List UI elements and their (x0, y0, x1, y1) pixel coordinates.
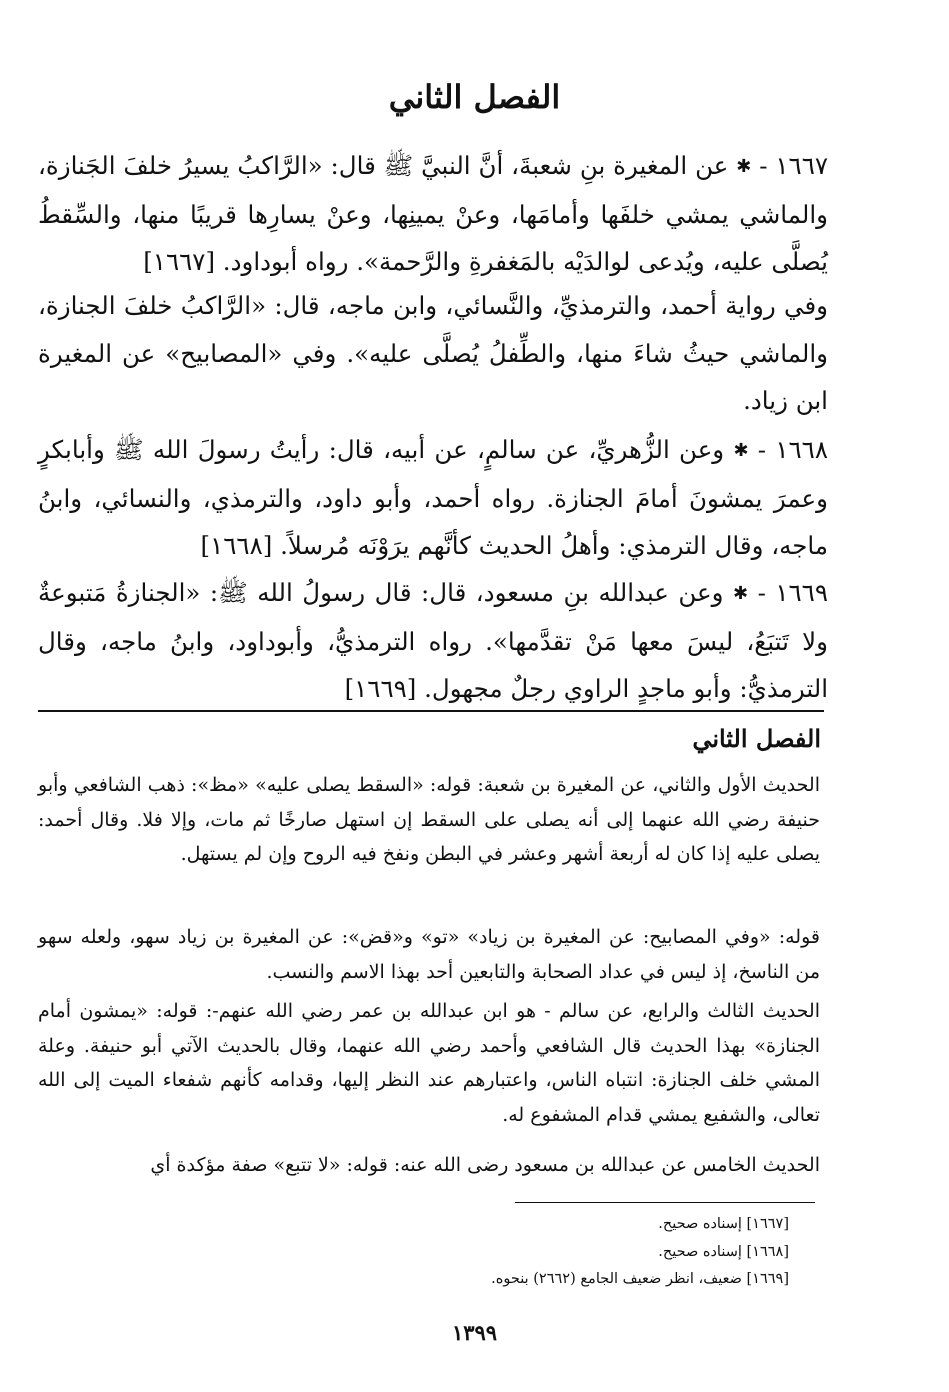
commentary-title: الفصل الثاني (692, 724, 821, 753)
section-title: الفصل الثاني (388, 78, 561, 116)
footnote-text: إسناده صحيح. (658, 1244, 742, 1260)
hadith-number: ١٦٦٩ (775, 578, 828, 607)
commentary-paragraph: الحديث الخامس عن عبدالله بن مسعود رضى الله عنه: قوله: «لا تتبع» صفة مؤكدة أي (150, 1154, 820, 1176)
hadith-ref: [١٦٦٧] (143, 247, 215, 276)
section-divider (38, 710, 824, 712)
footnote-ref: [١٦٦٩] (746, 1271, 789, 1287)
footnote-ref: [١٦٦٧] (746, 1216, 789, 1232)
footnote (89, 1240, 789, 1264)
hadith-1668: ١٦٦٨ - ✱ وعن الزُّهريِّ، عن سالمٍ، عن أبيه، قال: رأيتُ رسولَ الله ﷺ وأبابكرٍ وعمرَ يمشونَ أمامَ الجنازة. رواه أحمد، وأبو داود، والترمذي، والنسائي، وابنُ ماجه، وقال الترمذي: وأهلُ الحديث كأنَّهم يرَوْنَه مُرسلاً. [١٦٦٨] (38, 435, 828, 560)
hadith-text: وعن عبدالله بنِ مسعود، قال: قال رسولُ الله ﷺ: «الجنازةُ مَتبوعةٌ ولا تَتبَعُ، ليسَ معها مَنْ تقدَّمها». رواه الترمذيُّ، وأبوداود، وابنُ ماجه، وقال الترمذيُّ: وأبو ماجدٍ الراوي رجلٌ مجهول. (38, 578, 828, 703)
hadith-number: ١٦٦٧ (775, 151, 829, 180)
commentary-paragraph: الحديث الأول والثاني، عن المغيرة بن شعبة: قوله: «السقط يصلى عليه» «مظ»: ذهب الشافعي وأبو حنيفة رضي الله عنهما إلى أنه يصلى على السقط إن استهل صارخًا ثم مات، وإلا فلا. وقال أحمد: يصلى عليه إذا كان له أربعة أشهر وعشر في البطن ونفخ فيه الروح وإن لم يستهل. (38, 774, 820, 865)
footnote-text: إسناده صحيح. (658, 1216, 742, 1232)
footnote-divider (515, 1202, 815, 1203)
footnote-ref: [١٦٦٨] (746, 1244, 789, 1260)
footnote (89, 1267, 789, 1291)
footnote-text: ضعيف، انظر ضعيف الجامع (٢٦٦٢) بنحوه. (491, 1271, 742, 1287)
star-icon: ✱ (732, 583, 749, 604)
hadith-1669: ١٦٦٩ - ✱ وعن عبدالله بنِ مسعود، قال: قال رسولُ الله ﷺ: «الجنازةُ مَتبوعةٌ ولا تَتبَعُ، ليسَ معها مَنْ تقدَّمها». رواه الترمذيُّ، وأبوداود، وابنُ ماجه، وقال الترمذيُّ: وأبو ماجدٍ الراوي رجلٌ مجهول. [١٦٦٩] (38, 578, 828, 703)
hadith-variant-text: وفي رواية أحمد، والترمذيِّ، والنَّسائي، وابن ماجه، قال: «الرَّاكبُ خلفَ الجنازة، والماشي حيثُ شاءَ منها، والطِّفلُ يُصلَّى عليه». وفي «المصابيح» عن المغيرة ابن زياد. (38, 291, 828, 415)
hadith-1667-variant (38, 282, 828, 425)
page-number: ١٣٩٩ (451, 1320, 498, 1345)
hadith-text: عن المغيرة بنِ شعبةَ، أنَّ النبيَّ ﷺ قال: «الرَّاكبُ يسيرُ خلفَ الجَنازة، والماشي يمشي خلفَها وأمامَها، وعنْ يمينِها، وعنْ يسارِها قريبًا منها، والسِّقطُ يُصلَّى عليه، ويُدعى لوالدَيْه بالمَغفرةِ والرَّحمة». رواه أبوداود. (38, 151, 828, 276)
footnote (89, 1212, 789, 1236)
hadith-ref: [١٦٦٩] (344, 674, 417, 703)
star-icon: ✱ (733, 440, 749, 461)
hadith-ref: [١٦٦٨] (200, 531, 273, 560)
commentary-paragraph: الحديث الثالث والرابع، عن سالم - هو ابن عبدالله بن عمر رضي الله عنهم-: قوله: «يمشون أمام الجنازة» بهذا الحديث قال الشافعي وأحمد رضي الله عنهما، وقال بالحديث الآتي أبو حنيفة. وعلة المشي خلف الجنازة: انتباه الناس، واعتبارهم عند النظر إليها، وقدامه كأنهم شفعاء الميت إلى الله تعالى، والشفيع يمشي قدام المشفوع له. (38, 1000, 820, 1126)
hadith-number: ١٦٦٨ (775, 435, 828, 464)
star-icon: ✱ (736, 156, 752, 177)
hadith-1667: ١٦٦٧ - ✱ عن المغيرة بنِ شعبةَ، أنَّ النبيَّ ﷺ قال: «الرَّاكبُ يسيرُ خلفَ الجَنازة، والماشي يمشي خلفَها وأمامَها، وعنْ يمينِها، وعنْ يسارِها قريبًا منها، والسِّقطُ يُصلَّى عليه، ويُدعى لوالدَيْه بالمَغفرةِ والرَّحمة». رواه أبوداود. [١٦٦٧] (38, 151, 829, 276)
commentary-paragraph: قوله: «وفي المصابيح: عن المغيرة بن زياد» «تو» و«قض»: عن المغيرة بن زياد سهو، ولعله سهو من الناسخ، إذ ليس في عداد الصحابة والتابعين أحد بهذا الاسم والنسب. (38, 926, 820, 983)
hadith-text: وعن الزُّهريِّ، عن سالمٍ، عن أبيه، قال: رأيتُ رسولَ الله ﷺ وأبابكرٍ وعمرَ يمشونَ أمامَ الجنازة. رواه أحمد، وأبو داود، والترمذي، والنسائي، وابنُ ماجه، وقال الترمذي: وأهلُ الحديث كأنَّهم يرَوْنَه مُرسلاً. (38, 435, 828, 560)
